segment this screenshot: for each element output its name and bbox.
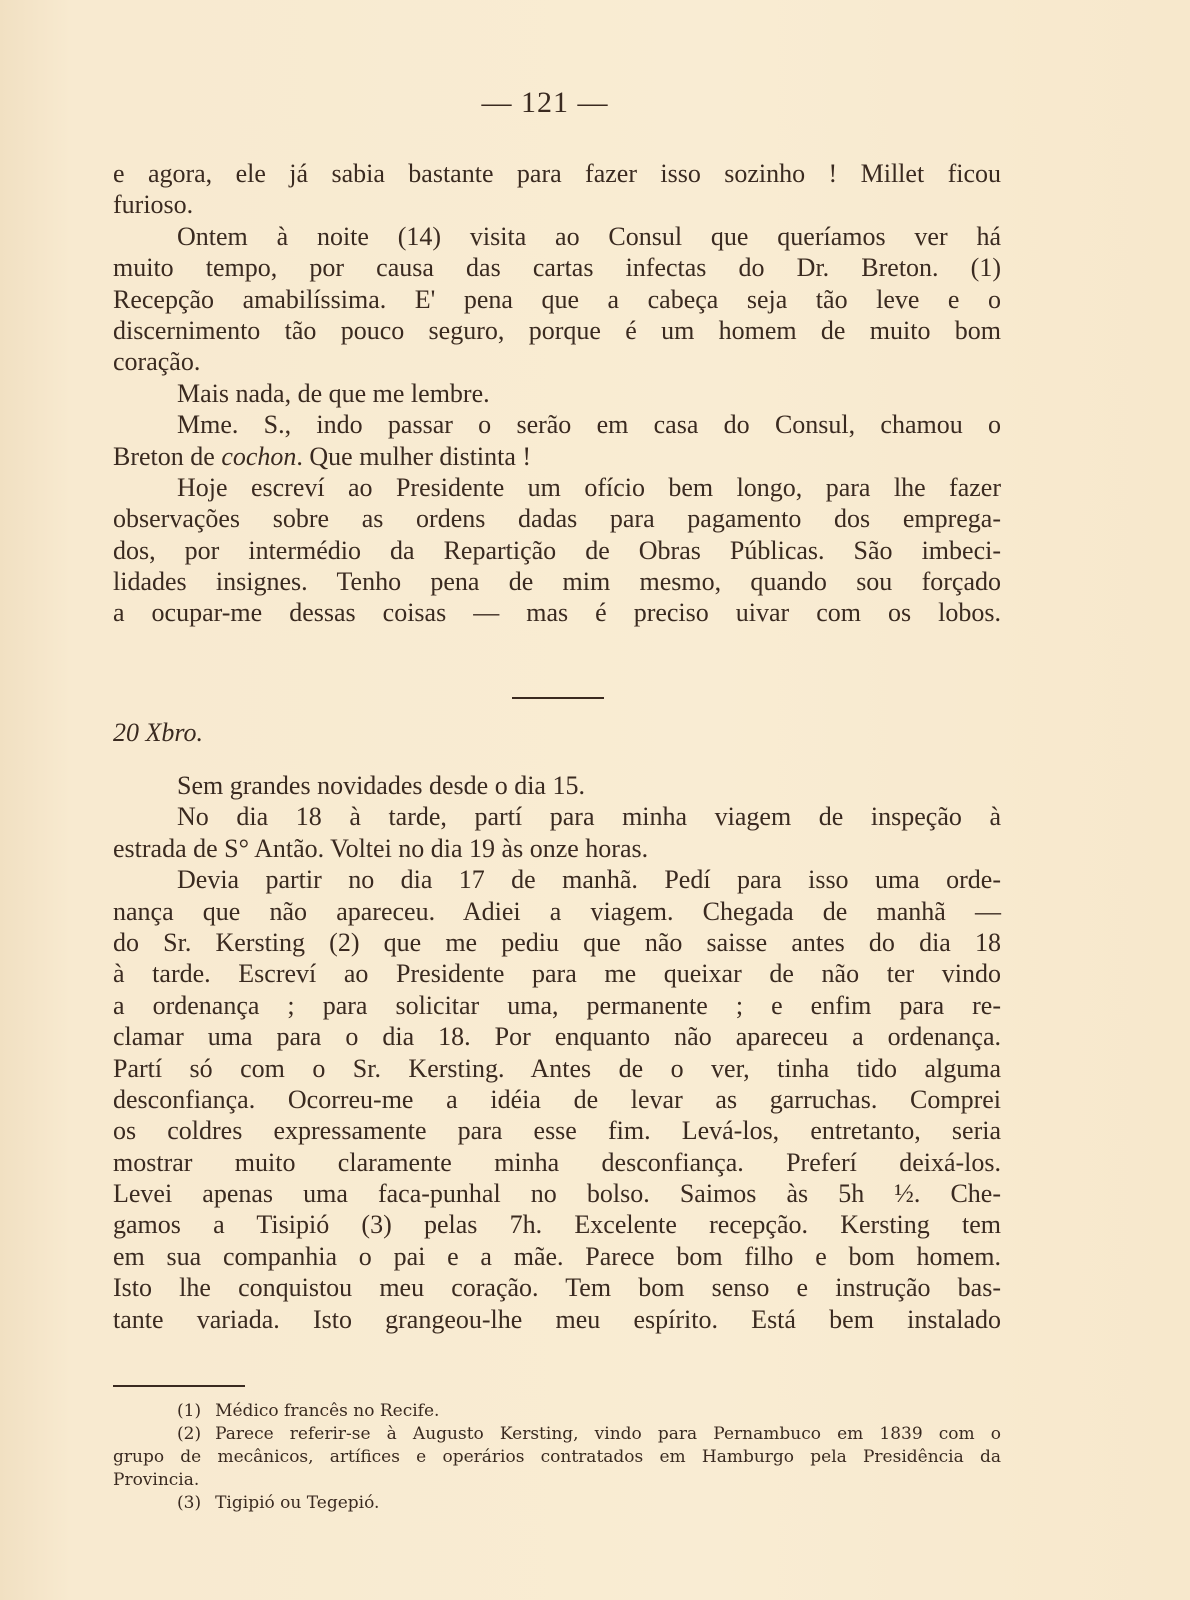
- text-fragment: . Que mulher distinta !: [296, 441, 532, 471]
- section-separator: [512, 697, 604, 699]
- text-line: Mais nada, de que me lembre.: [177, 378, 490, 408]
- text-line: nança que não apareceu. Adiei a viagem. Chegada de manhã —: [113, 896, 1001, 926]
- text-line: Hoje escreví ao Presidente um ofício bem longo, para lhe fazer: [177, 472, 1001, 502]
- text-line: muito tempo, por causa das cartas infectas do Dr. Breton. (1): [113, 253, 1001, 283]
- body-text-section-b: [113, 770, 1001, 1335]
- text-line: clamar uma para o dia 18. Por enquanto não apareceu a ordenança.: [113, 1022, 1001, 1052]
- italic-word: cochon: [221, 441, 297, 471]
- footnote-text: Médico francês no Recife.: [215, 1401, 440, 1421]
- text-line: do Sr. Kersting (2) que me pediu que não saisse antes do dia 18: [113, 927, 1001, 957]
- text-line: Devia partir no dia 17 de manhã. Pedí para isso uma orde-: [177, 865, 1001, 895]
- text-line: estrada de S° Antão. Voltei no dia 19 às onze horas.: [113, 833, 649, 863]
- text-line: Levei apenas uma faca-punhal no bolso. Saimos às 5h ½. Che-: [113, 1179, 1001, 1209]
- footnote-1: [113, 1400, 1001, 1423]
- footnote-marker: (2): [177, 1424, 202, 1444]
- text-line: e agora, ele já sabia bastante para fazer isso sozinho ! Millet ficou: [113, 159, 1001, 188]
- footnote-text: Parece referir-se à Augusto Kersting, vindo para Pernambuco em 1839 com o: [215, 1424, 1001, 1444]
- date-heading: 20 Xbro.: [113, 718, 204, 747]
- text-fragment: Breton de: [113, 441, 222, 471]
- footnote-text: Tigipió ou Tegepió.: [215, 1493, 380, 1513]
- text-line-with-italic: [113, 441, 1001, 472]
- footnote-3: [113, 1492, 1001, 1515]
- text-line: Sem grandes novidades desde o dia 15.: [177, 771, 585, 800]
- footnote-marker: (1): [177, 1401, 202, 1421]
- footnote-2-continuation: Provincia.: [113, 1470, 200, 1490]
- text-line: os coldres expressamente para esse fim. Levá-los, entretanto, seria: [113, 1116, 1001, 1146]
- footnote-2-continuation: grupo de mecânicos, artífices e operários contratados em Hamburgo pela Presidência da: [113, 1447, 1001, 1467]
- body-text-section-a: [113, 158, 1001, 629]
- text-line: observações sobre as ordens dadas para pagamento dos emprega-: [113, 504, 1001, 534]
- page-number: — 121 —: [481, 86, 609, 119]
- text-line: mostrar muito claramente minha desconfiança. Preferí deixá-los.: [113, 1147, 1001, 1177]
- text-line: furioso.: [113, 190, 194, 220]
- text-line: lidades insignes. Tenho pena de mim mesmo, quando sou forçado: [113, 567, 1001, 597]
- text-line: à tarde. Escreví ao Presidente para me queixar de não ter vindo: [113, 959, 1001, 989]
- text-line: Mme. S., indo passar o serão em casa do Consul, chamou o: [177, 410, 1001, 440]
- text-line: tante variada. Isto grangeou-lhe meu espírito. Está bem instalado: [113, 1304, 1001, 1334]
- text-line: discernimento tão pouco seguro, porque é um homem de muito bom: [113, 315, 1001, 345]
- text-line: Isto lhe conquistou meu coração. Tem bom senso e instrução bas-: [113, 1273, 1001, 1303]
- text-line: Ontem à noite (14) visita ao Consul que queríamos ver há: [177, 221, 1001, 251]
- text-line: desconfiança. Ocorreu-me a idéia de levar as garruchas. Comprei: [113, 1084, 1001, 1114]
- text-line: dos, por intermédio da Repartição de Obras Públicas. São imbeci-: [113, 535, 1001, 565]
- footnote-2: [113, 1423, 1001, 1446]
- footnote-rule: [113, 1385, 245, 1387]
- text-line: Partí só com o Sr. Kersting. Antes de o ver, tinha tido alguma: [113, 1053, 1001, 1083]
- text-line: a ocupar-me dessas coisas — mas é preciso uivar com os lobos.: [113, 598, 1001, 628]
- text-line: Recepção amabilíssima. E' pena que a cabeça seja tão leve e o: [113, 284, 1001, 314]
- text-line: a ordenança ; para solicitar uma, permanente ; e enfim para re-: [113, 990, 1001, 1020]
- text-line: gamos a Tisipió (3) pelas 7h. Excelente recepção. Kersting tem: [113, 1210, 1001, 1240]
- text-line: coração.: [113, 347, 201, 377]
- footnote-marker: (3): [177, 1493, 202, 1513]
- text-line: No dia 18 à tarde, partí para minha viagem de inspeção à: [177, 802, 1001, 832]
- footnotes: [113, 1400, 1001, 1515]
- text-line: em sua companhia o pai e a mãe. Parece bom filho e bom homem.: [113, 1241, 1001, 1271]
